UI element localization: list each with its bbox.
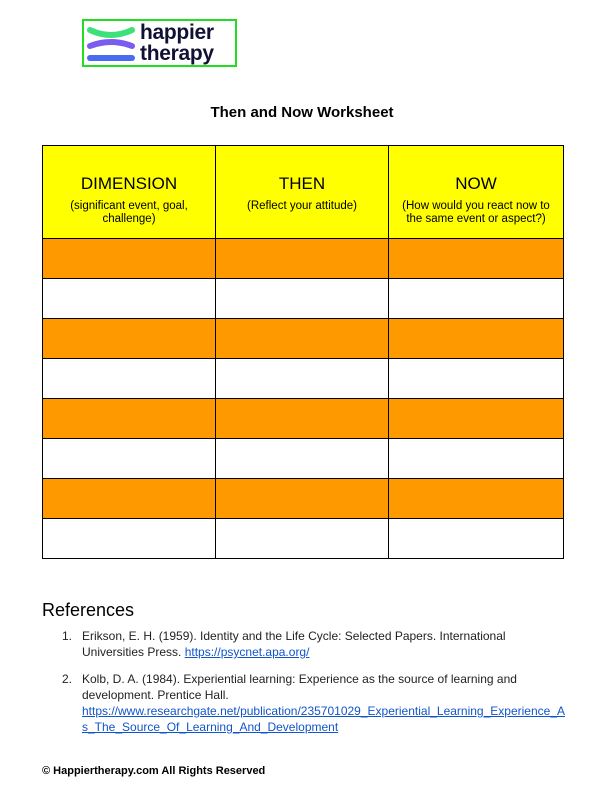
- table-row: [43, 439, 564, 479]
- table-cell[interactable]: [216, 479, 389, 519]
- column-subheading: (How would you react now to the same event or aspect?): [402, 200, 550, 225]
- table-cell[interactable]: [389, 399, 564, 439]
- table-cell[interactable]: [389, 439, 564, 479]
- logo-text-therapy: therapy: [140, 42, 214, 65]
- table-cell[interactable]: [43, 239, 216, 279]
- table-row: [43, 399, 564, 439]
- table-header-row: [43, 146, 564, 239]
- table-cell[interactable]: [216, 239, 389, 279]
- table-cell[interactable]: [216, 279, 389, 319]
- table-cell[interactable]: [389, 319, 564, 359]
- reference-link[interactable]: https://psycnet.apa.org/: [184, 645, 310, 659]
- header-cell-then: [216, 146, 389, 239]
- table-cell[interactable]: [216, 519, 389, 559]
- table-cell[interactable]: [43, 319, 216, 359]
- table-cell[interactable]: [43, 279, 216, 319]
- reference-text: Kolb, D. A. (1984). Experiential learning: Experience as the source of learning and development. Prentice Hall.: [82, 672, 517, 702]
- reference-number: 1.: [62, 629, 73, 643]
- table-row: [43, 319, 564, 359]
- table-cell[interactable]: [389, 479, 564, 519]
- reference-item: [42, 671, 567, 735]
- happier-therapy-logo: [82, 19, 237, 67]
- table-cell[interactable]: [216, 359, 389, 399]
- table-cell[interactable]: [389, 279, 564, 319]
- table-cell[interactable]: [43, 439, 216, 479]
- table-cell[interactable]: [389, 239, 564, 279]
- table-cell[interactable]: [389, 519, 564, 559]
- table-cell[interactable]: [43, 519, 216, 559]
- column-heading: NOW: [455, 174, 497, 193]
- table-cell[interactable]: [389, 359, 564, 399]
- table-cell[interactable]: [43, 359, 216, 399]
- worksheet-table: [42, 145, 564, 559]
- column-subheading: (significant event, goal, challenge): [70, 200, 188, 225]
- copyright-footer: © Happiertherapy.com All Rights Reserved: [42, 765, 266, 777]
- table-row: [43, 239, 564, 279]
- table-row: [43, 279, 564, 319]
- table-cell[interactable]: [216, 319, 389, 359]
- column-heading: DIMENSION: [80, 174, 178, 193]
- header-cell-dimension: [43, 146, 216, 239]
- reference-number: 2.: [62, 672, 73, 686]
- table-row: [43, 359, 564, 399]
- column-heading: THEN: [278, 174, 326, 193]
- table-row: [43, 519, 564, 559]
- reference-link[interactable]: https://www.researchgate.net/publication/235701029_Experiential_Learning_Experience_As_The_Source_Of_Learning_And_Development: [82, 704, 565, 734]
- reference-text: Erikson, E. H. (1959). Identity and the Life Cycle: Selected Papers. International Universities Press.: [82, 629, 506, 659]
- logo-text-happier: happier: [140, 21, 214, 44]
- table-cell[interactable]: [216, 439, 389, 479]
- references-list: [42, 628, 567, 746]
- table-cell[interactable]: [43, 479, 216, 519]
- column-subheading: (Reflect your attitude): [247, 200, 357, 212]
- table-cell[interactable]: [43, 399, 216, 439]
- references-heading: References: [42, 600, 135, 620]
- header-cell-now: [389, 146, 564, 239]
- page-title: Then and Now Worksheet: [210, 104, 394, 121]
- table-row: [43, 479, 564, 519]
- logo-waves-icon: [86, 24, 136, 64]
- reference-item: [42, 628, 567, 660]
- table-cell[interactable]: [216, 399, 389, 439]
